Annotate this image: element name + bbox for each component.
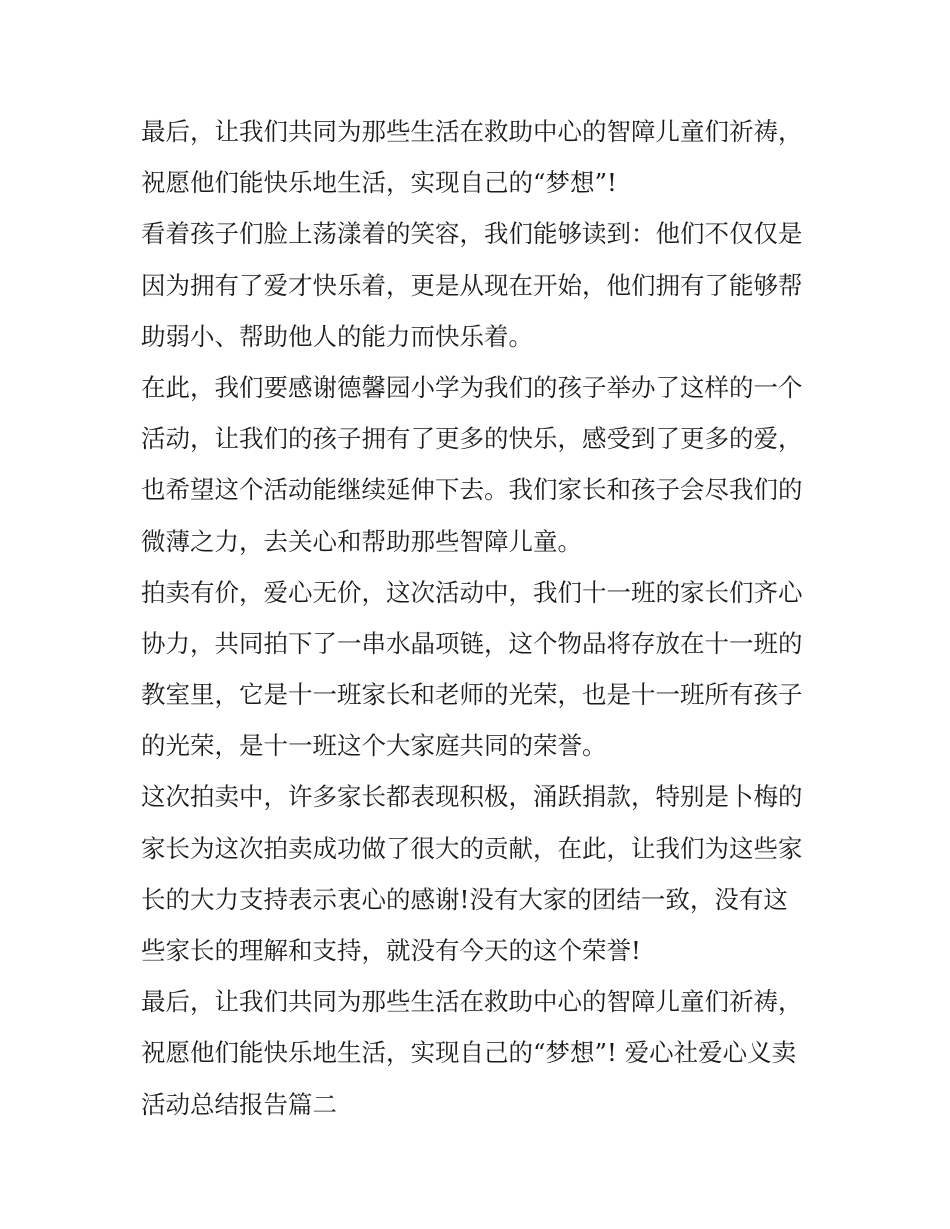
text-line: 活动，让我们的孩子拥有了更多的快乐，感受到了更多的爱，	[141, 424, 803, 454]
text-line: 助弱小、帮助他人的能力而快乐着。	[141, 321, 533, 351]
text-line: 祝愿他们能快乐地生活，实现自己的“梦想”! 爱心社爱心义卖	[141, 1038, 797, 1068]
text-line: 看着孩子们脸上荡漾着的笑容，我们能够读到：他们不仅仅是	[141, 219, 803, 249]
text-line: 教室里，它是十一班家长和老师的光荣，也是十一班所有孩子	[141, 680, 803, 710]
text-line: 些家长的理解和支持，就没有今天的这个荣誉!	[141, 936, 641, 965]
text-line: 家长为这次拍卖成功做了很大的贡献，在此，让我们为这些家	[141, 833, 803, 863]
text-line: 因为拥有了爱才快乐着，更是从现在开始，他们拥有了能够帮	[141, 270, 803, 300]
text-line: 微薄之力，去关心和帮助那些智障儿童。	[141, 526, 582, 556]
text-line: 最后，让我们共同为那些生活在救助中心的智障儿童们祈祷，	[141, 117, 803, 146]
document-body	[141, 106, 821, 1130]
text-line: 长的大力支持表示衷心的感谢!没有大家的团结一致，没有这	[141, 884, 788, 914]
text-line: 协力，共同拍下了一串水晶项链，这个物品将存放在十一班的	[141, 628, 803, 658]
text-line: 这次拍卖中，许多家长都表现积极，涌跃捐款，特别是卜梅的	[141, 782, 803, 812]
text-line: 的光荣，是十一班这个大家庭共同的荣誉。	[141, 731, 607, 761]
text-line: 拍卖有价，爱心无价，这次活动中，我们十一班的家长们齐心	[141, 577, 803, 607]
text-line: 祝愿他们能快乐地生活，实现自己的“梦想”!	[141, 168, 617, 198]
text-line: 最后，让我们共同为那些生活在救助中心的智障儿童们祈祷，	[141, 987, 803, 1017]
text-line: 在此，我们要感谢德馨园小学为我们的孩子举办了这样的一个	[141, 372, 803, 402]
text-line: 活动总结报告篇二	[141, 1089, 337, 1119]
text-line: 也希望这个活动能继续延伸下去。我们家长和孩子会尽我们的	[141, 475, 803, 505]
